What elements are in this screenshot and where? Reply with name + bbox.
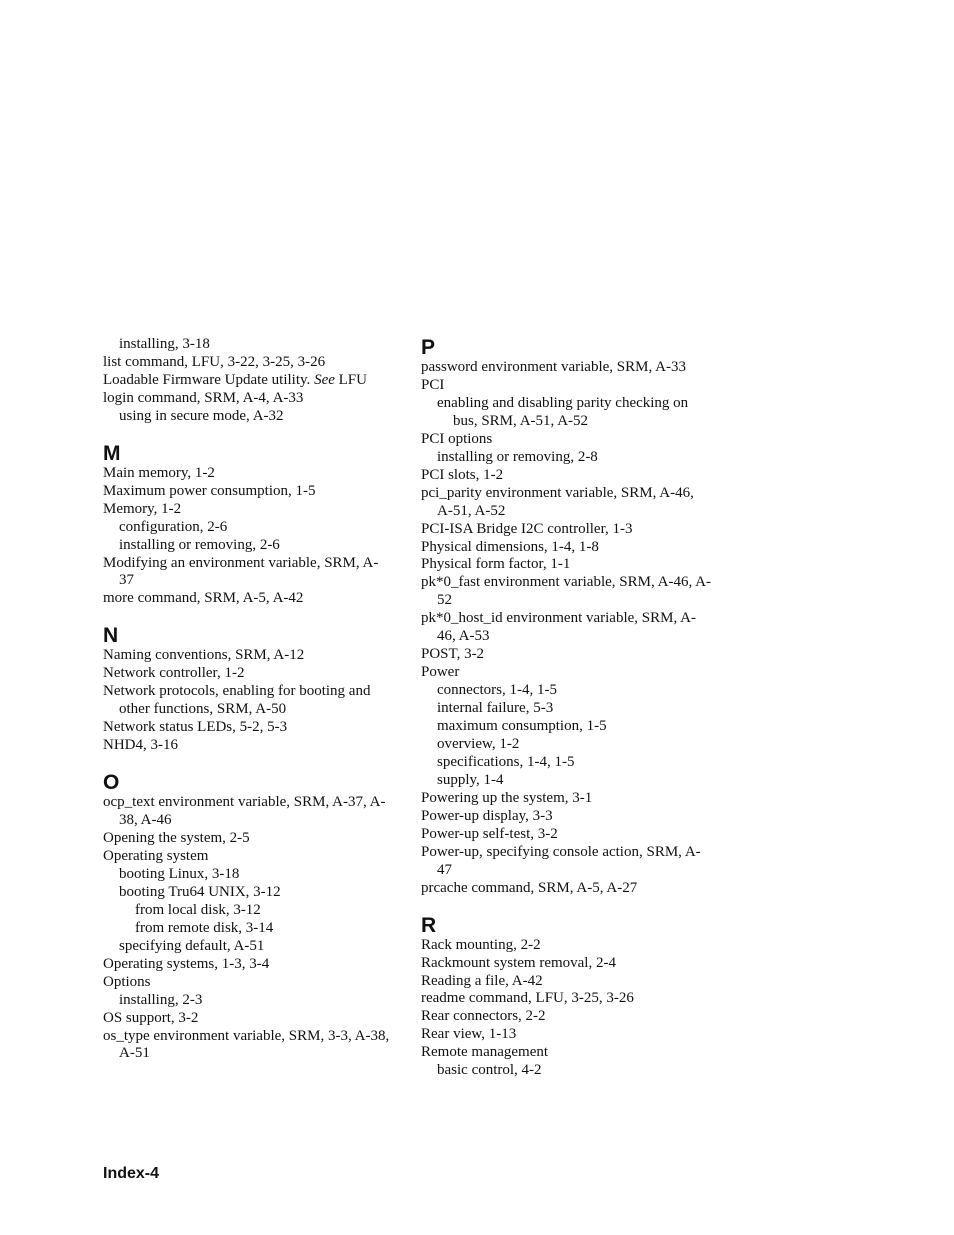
index-subentry [421,700,711,718]
index-entry-text: Remote management [421,1044,549,1061]
index-subentry [103,992,393,1010]
section-letter-n: N [103,624,119,648]
index-entry-text: maximum consumption, 1-5 [437,718,607,735]
index-subentry [103,537,393,555]
index-subentry [421,682,711,700]
index-entry-text: Rack mounting, 2-2 [421,936,541,953]
index-entry [103,683,393,719]
index-entry-text: Operating system [103,847,209,864]
index-entry-text: POST, 3-2 [421,646,485,663]
index-entry [421,431,711,449]
see-target: LFU [334,371,367,388]
index-entry-text: Main memory, 1-2 [103,464,215,481]
index-entry-text: Network status LEDs, 5-2, 5-3 [103,719,288,736]
index-entry-text: Rear view, 1-13 [421,1026,517,1043]
index-entry-text: booting Linux, 3-18 [119,865,240,882]
index-subentry [103,902,393,920]
index-entry [421,1026,711,1044]
index-entry-text: Physical dimensions, 1-4, 1-8 [421,538,599,555]
index-subentry [103,920,393,938]
index-entry [103,830,393,848]
index-entry-text: booting Tru64 UNIX, 3-12 [119,883,281,900]
index-entry [421,467,711,485]
index-entry-text: Rear connectors, 2-2 [421,1008,546,1025]
index-entry [421,790,711,808]
index-entry-text: OS support, 3-2 [103,1009,199,1026]
index-entry-text: Opening the system, 2-5 [103,830,250,847]
index-entry [421,359,711,377]
index-entry [103,354,393,372]
index-entry-text: pk*0_fast environment variable, SRM, A-46, A-52 [421,574,711,609]
index-entry [103,794,393,830]
index-entry-text: Power-up, specifying console action, SRM, A-47 [421,843,701,878]
index-subentry [103,519,393,537]
index-entry-text: PCI slots, 1-2 [421,466,504,483]
index-entry-text: readme command, LFU, 3-25, 3-26 [421,990,634,1007]
index-entry [421,521,711,539]
index-entry [103,956,393,974]
index-entry-text: login command, SRM, A-4, A-33 [103,389,304,406]
index-entry [103,372,393,390]
index-entry-text: supply, 1-4 [437,771,504,788]
index-entry [421,574,711,610]
index-entry-text: Power-up self-test, 3-2 [421,825,558,842]
index-entry [103,555,393,591]
index-entry-text: Maximum power consumption, 1-5 [103,482,316,499]
index-entry-text: list command, LFU, 3-22, 3-25, 3-26 [103,353,326,370]
index-entry-text: password environment variable, SRM, A-33 [421,359,686,375]
index-entry-text: Physical form factor, 1-1 [421,556,571,573]
index-entry-text: connectors, 1-4, 1-5 [437,682,557,699]
index-entry-text: installing, 2-3 [119,991,203,1008]
index-entry [421,808,711,826]
index-entry [103,483,393,501]
index-entry [103,1010,393,1028]
index-entry [103,1028,393,1064]
index-subentry [421,718,711,736]
index-entry-text: prcache command, SRM, A-5, A-27 [421,879,638,896]
index-subentry [103,938,393,956]
index-entry-text: Powering up the system, 3-1 [421,789,593,806]
index-entry-text: Options [103,973,151,990]
index-entry [421,1008,711,1026]
index-entry-text: installing or removing, 2-8 [437,448,598,465]
index-entry [421,539,711,557]
index-entry [421,990,711,1008]
index-entry [103,719,393,737]
index-entry-text: Memory, 1-2 [103,500,182,517]
index-entry-text: Power-up display, 3-3 [421,807,553,824]
index-entry-text: Network controller, 1-2 [103,665,245,682]
index-entry [421,1044,711,1062]
index-entry-text: os_type environment variable, SRM, 3-3, A-38, A-51 [103,1027,390,1062]
index-entry [103,647,393,665]
index-column-right [421,336,711,1080]
index-entry-text: PCI [421,376,445,393]
index-entry-text: enabling and disabling parity checking on bus, SRM, A-51, A-52 [437,394,689,429]
index-entry-text: from local disk, 3-12 [135,901,261,918]
index-entry-text: using in secure mode, A-32 [119,407,284,424]
index-entry-text: Operating systems, 1-3, 3-4 [103,955,270,972]
section-letter-o: O [103,771,120,795]
index-entry [421,485,711,521]
section-letter-m: M [103,441,121,465]
index-entry [421,664,711,682]
index-entry [103,665,393,683]
index-entry-text: pk*0_host_id environment variable, SRM, A-46, A-53 [421,610,696,645]
index-subentry [421,395,711,431]
section-letter-p: P [421,336,436,359]
index-entry [103,465,393,483]
index-subentry [103,336,393,354]
index-entry-text: installing or removing, 2-6 [119,536,280,553]
index-entry-text: Rackmount system removal, 2-4 [421,954,616,971]
index-entry [103,737,393,755]
index-entry-text: specifying default, A-51 [119,937,265,954]
index-entry-text: PCI options [421,430,493,447]
index-entry-text: ocp_text environment variable, SRM, A-37, A-38, A-46 [103,794,386,829]
index-entry [421,880,711,898]
index-entry [103,590,393,608]
index-entry [421,973,711,991]
index-entry-text: internal failure, 5-3 [437,700,554,717]
see-reference: See [314,371,335,388]
index-entry-text: pci_parity environment variable, SRM, A-46, A-51, A-52 [421,484,694,519]
index-entry-text: from remote disk, 3-14 [135,919,274,936]
index-entry [421,646,711,664]
index-entry [421,937,711,955]
index-entry-text: NHD4, 3-16 [103,737,178,754]
index-subentry [421,1062,711,1080]
index-entry-text: overview, 1-2 [437,736,520,753]
index-column-left [103,336,393,1063]
index-entry-text: Modifying an environment variable, SRM, A-37 [103,554,379,589]
index-entry-text: basic control, 4-2 [437,1062,542,1079]
index-subentry [103,408,393,426]
index-subentry [103,884,393,902]
index-subentry [421,754,711,772]
index-entry [103,974,393,992]
index-entry-text: specifications, 1-4, 1-5 [437,753,575,770]
index-entry-text: PCI-ISA Bridge I2C controller, 1-3 [421,520,633,537]
index-entry-text: Power [421,664,460,681]
index-entry [421,377,711,395]
index-entry [421,844,711,880]
index-entry [421,955,711,973]
index-entry-text: Naming conventions, SRM, A-12 [103,647,305,664]
index-entry [103,848,393,866]
index-subentry [421,736,711,754]
section-letter-r: R [421,913,437,937]
index-entry [103,390,393,408]
index-entry-text: Reading a file, A-42 [421,972,543,989]
index-entry [421,826,711,844]
index-entry-text: Network protocols, enabling for booting and other functions, SRM, A-50 [103,683,371,718]
index-entry [103,501,393,519]
index-entry [421,610,711,646]
index-entry-text: configuration, 2-6 [119,518,228,535]
index-entry [421,556,711,574]
index-subentry [103,866,393,884]
page-footer-label: Index-4 [103,1165,160,1182]
index-entry-text: Loadable Firmware Update utility. [103,371,315,388]
index-entry-text: more command, SRM, A-5, A-42 [103,590,304,607]
index-subentry [421,772,711,790]
index-entry-text: installing, 3-18 [119,336,210,352]
index-subentry [421,449,711,467]
